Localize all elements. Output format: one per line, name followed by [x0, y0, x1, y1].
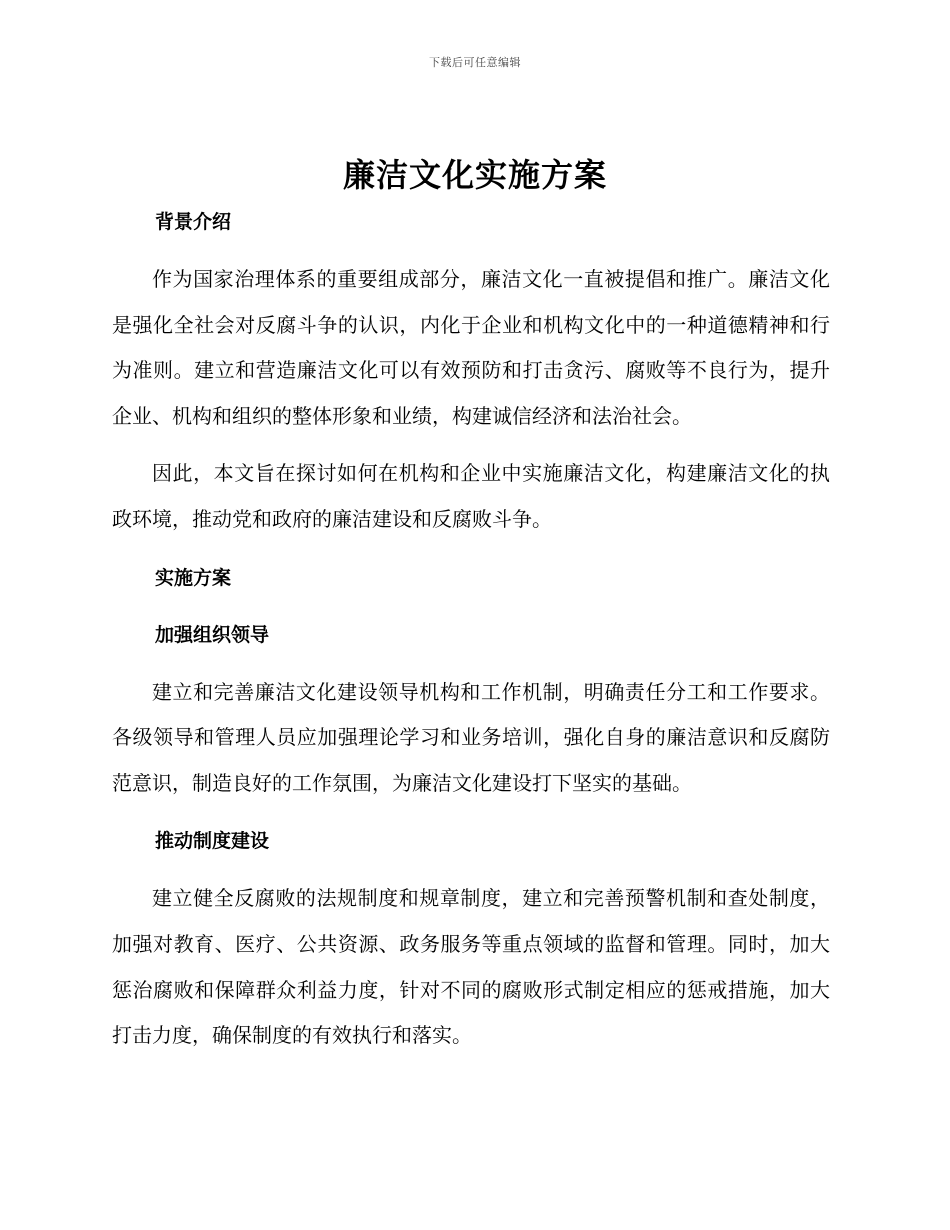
section-heading-institutions: 推动制度建设 — [155, 830, 270, 853]
section-heading-background: 背景介绍 — [155, 211, 232, 233]
paragraph: 作为国家治理体系的重要组成部分，廉洁文化一直被提倡和推广。廉洁文化是强化全社会对反腐斗争的认识，内化于企业和机构文化中的一种道德精神和行为准则。建立和营造廉洁文化可以有效预防和打击贪污、腐败等不良行为，提升企业、机构和组织的整体形象和业绩，构建诚信经济和法治社会。 — [112, 267, 830, 428]
document-body — [112, 200, 830, 1059]
paragraph: 因此，本文旨在探讨如何在机构和企业中实施廉洁文化，构建廉洁文化的执政环境，推动党和政府的廉洁建设和反腐败斗争。 — [112, 461, 830, 531]
section-heading-plan: 实施方案 — [155, 566, 232, 589]
paragraph: 建立和完善廉洁文化建设领导机构和工作机制，明确责任分工和工作要求。各级领导和管理人员应加强理论学习和业务培训，强化自身的廉洁意识和反腐防范意识，制造良好的工作氛围，为廉洁文化建设打下坚实的基础。 — [112, 679, 830, 795]
paragraph: 建立健全反腐败的法规制度和规章制度，建立和完善预警机制和查处制度，加强对教育、医疗、公共资源、政务服务等重点领域的监督和管理。同时，加大惩治腐败和保障群众利益力度，针对不同的腐败形式制定相应的惩戒措施，加大打击力度，确保制度的有效执行和落实。 — [112, 886, 830, 1048]
document-title: 廉洁文化实施方案 — [342, 156, 607, 194]
page-header-note: 下载后可任意编辑 — [429, 56, 521, 69]
section-heading-leadership: 加强组织领导 — [155, 623, 270, 646]
